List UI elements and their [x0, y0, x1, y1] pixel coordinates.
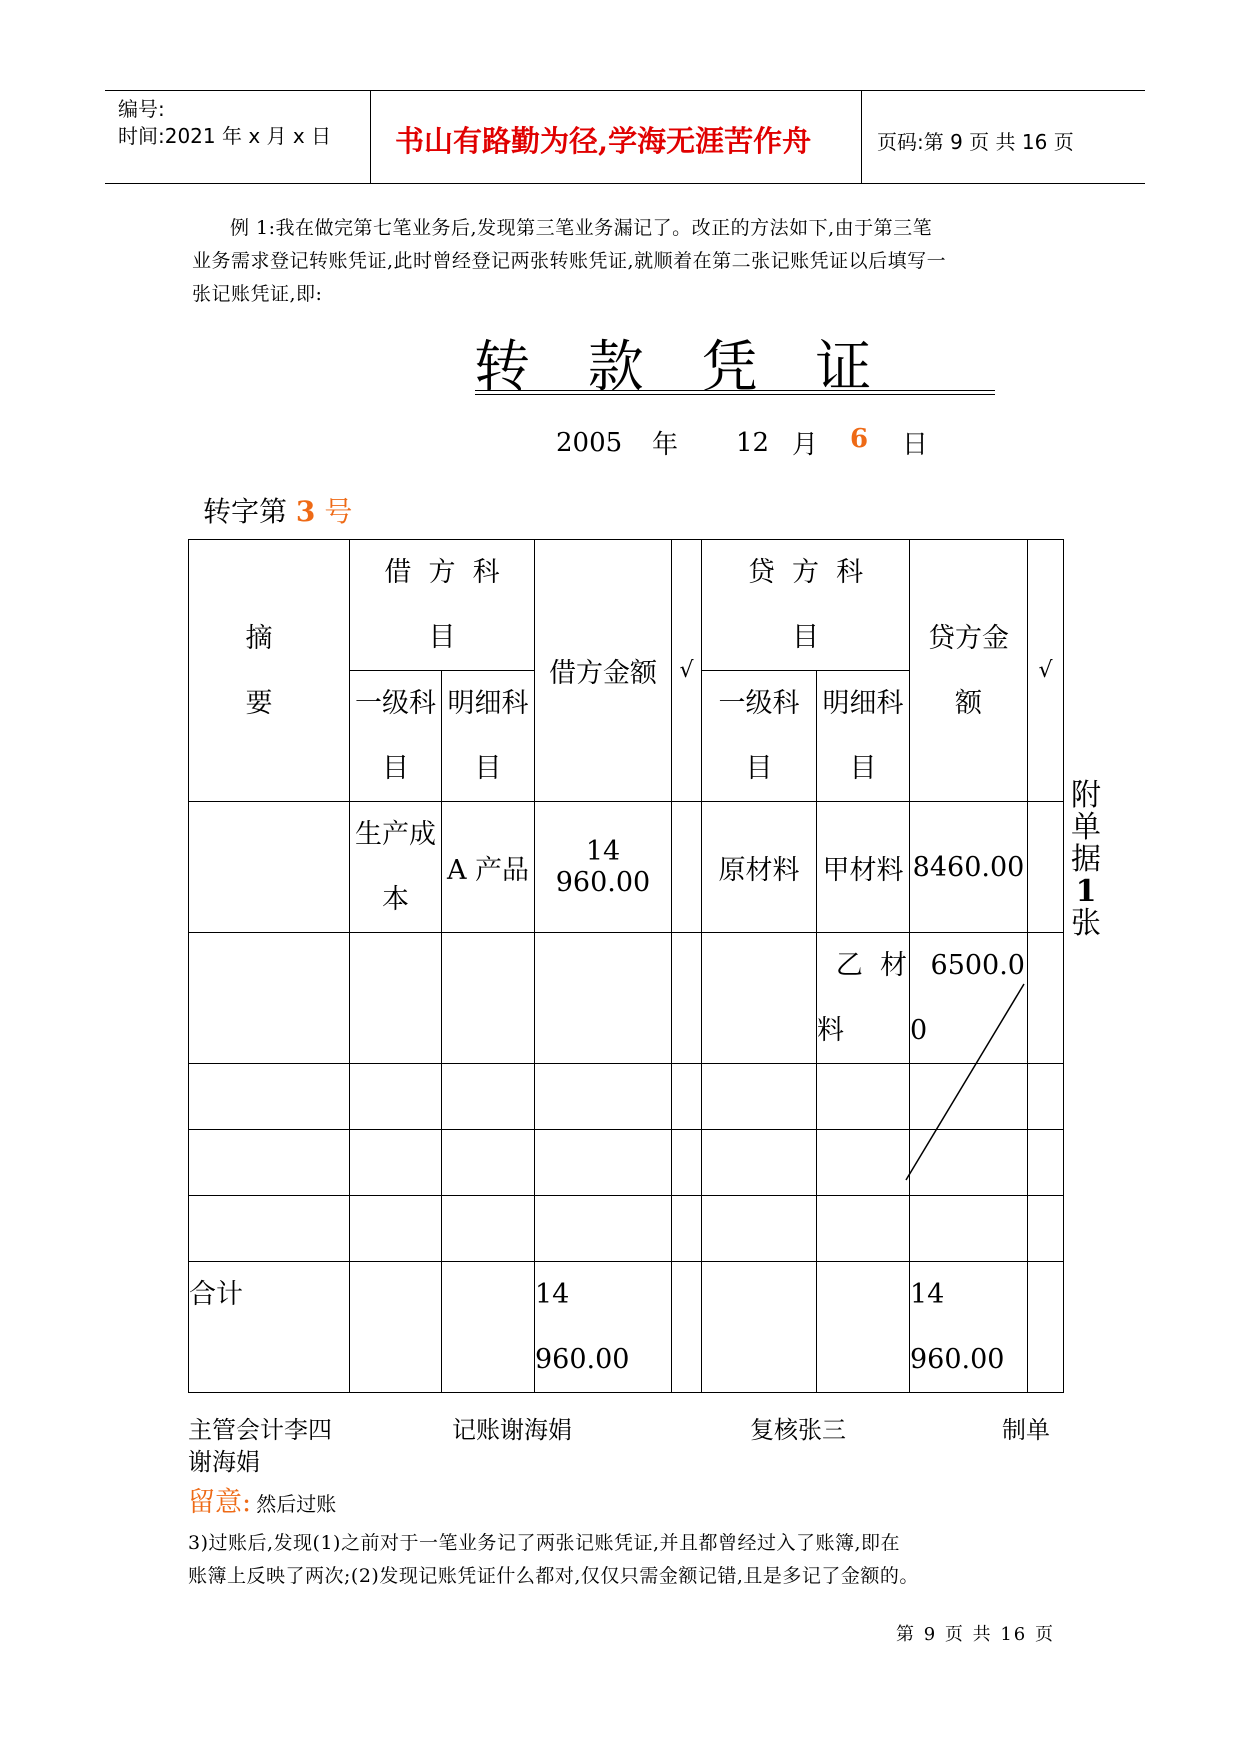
header-top-rule — [105, 90, 1145, 91]
header-divider-left — [370, 90, 371, 184]
section3-line-2: 账簿上反映了两次;(2)发现记账凭证什么都对,仅仅只需金额记错,且是多记了金额的。 — [188, 1565, 919, 1587]
total-debit-amount — [535, 1262, 672, 1393]
total-credit-amount — [910, 1262, 1028, 1393]
voucher-number — [203, 490, 352, 530]
cancel-diagonal-line — [900, 980, 1040, 1200]
row5-cell — [817, 1196, 910, 1262]
credit-detail-line2: 目 — [849, 753, 877, 784]
header-row-1 — [189, 540, 1064, 671]
voucher-title: 转 款 凭 证 — [474, 335, 892, 400]
attachment-char-2: 单 — [1071, 810, 1101, 845]
title-underline-2 — [475, 394, 995, 395]
row1-credit-check — [1028, 802, 1064, 933]
row5-cell — [189, 1196, 350, 1262]
attachment-char-1: 附 — [1071, 778, 1101, 813]
row4-cell — [350, 1130, 442, 1196]
row4-cell — [702, 1130, 817, 1196]
row3-cell — [189, 1064, 350, 1130]
header-motto: 书山有路勤为径,学海无涯苦作舟 — [395, 124, 812, 158]
row3-cell — [817, 1064, 910, 1130]
entry-row-5 — [189, 1196, 1064, 1262]
row3-cell — [442, 1064, 535, 1130]
voucher-table — [188, 539, 1064, 1393]
credit-amount-header-line2: 额 — [955, 687, 982, 719]
signature-bookkeeper: 记账谢海娟 — [452, 1416, 572, 1444]
row3-cell — [672, 1064, 702, 1130]
debit-level1-line1: 一级科 — [355, 688, 436, 719]
row1-credit-detail: 甲材料 — [817, 802, 910, 933]
row2-debit-level1 — [350, 933, 442, 1064]
date-day: 6 — [850, 424, 869, 454]
credit-subject-header — [702, 540, 910, 671]
row4-cell — [535, 1130, 672, 1196]
intro-line-3: 张记账凭证,即: — [192, 283, 323, 305]
row5-cell — [350, 1196, 442, 1262]
debit-subject-line2: 目 — [428, 622, 456, 653]
debit-subject-line1: 借 方 科 — [384, 557, 500, 588]
debit-subject-header — [350, 540, 535, 671]
signature-preparer-label: 制单 — [1002, 1416, 1050, 1444]
row2-debit-check — [672, 933, 702, 1064]
debit-check-header: √ — [672, 540, 702, 802]
row3-cell — [350, 1064, 442, 1130]
total-debit-amount-text: 14 960.00 — [535, 1279, 630, 1375]
summary-header-line1: 摘 — [245, 622, 273, 654]
credit-detail-header — [817, 671, 910, 802]
row5-cell — [1028, 1196, 1064, 1262]
debit-level1-line2: 目 — [382, 753, 409, 784]
row4-cell — [442, 1130, 535, 1196]
note-text: 然后过账 — [256, 1492, 337, 1516]
attachment-char-4: 1 — [1075, 874, 1097, 909]
row4-cell — [189, 1130, 350, 1196]
debit-detail-header — [442, 671, 535, 802]
row1-debit-amount: 14 960.00 — [535, 802, 672, 933]
row2-debit-amount — [535, 933, 672, 1064]
total-label — [189, 1262, 350, 1393]
debit-detail-line2: 目 — [474, 753, 502, 784]
total-credit-level1 — [702, 1262, 817, 1393]
signature-reviewer: 复核张三 — [750, 1416, 846, 1444]
total-debit-check — [672, 1262, 702, 1393]
row1-debit-check — [672, 802, 702, 933]
total-label-text: 合计 — [189, 1279, 243, 1310]
total-row — [189, 1262, 1064, 1393]
header-page-label: 页码:第 9 页 共 16 页 — [877, 130, 1074, 154]
signature-supervisor: 主管会计李四 — [188, 1416, 332, 1444]
attachment-char-3: 据 — [1071, 842, 1101, 877]
credit-subject-line2: 目 — [792, 622, 819, 653]
total-credit-amount-line1: 14 — [910, 1279, 945, 1310]
title-underline-1 — [475, 390, 995, 391]
row5-cell — [910, 1196, 1028, 1262]
signature-preparer-name: 谢海娟 — [188, 1448, 260, 1476]
voucher-number-prefix: 转字第 — [203, 495, 288, 528]
section3-paragraph — [188, 1527, 1068, 1593]
row1-debit-level1-line1: 生产成 — [355, 819, 436, 850]
header-divider-right — [861, 90, 862, 184]
note-title: 留意: — [188, 1487, 252, 1518]
doc-time-label: 时间:2021 年 x 月 x 日 — [118, 124, 332, 148]
row2-credit-amount-line2: 0 — [910, 1015, 928, 1046]
credit-amount-header — [910, 540, 1028, 802]
debit-detail-line1: 明细科 — [447, 688, 529, 719]
credit-detail-line1: 明细科 — [822, 688, 904, 719]
row5-cell — [442, 1196, 535, 1262]
entry-row-1 — [189, 802, 1064, 933]
doc-number-label: 编号: — [118, 97, 165, 121]
date-year: 2005 — [556, 428, 623, 458]
page-footer: 第 9 页 共 16 页 — [896, 1624, 1055, 1645]
row1-credit-amount: 8460.00 — [910, 802, 1028, 933]
debit-level1-header — [350, 671, 442, 802]
row1-summary — [189, 802, 350, 933]
note-line — [188, 1480, 336, 1519]
row3-cell — [702, 1064, 817, 1130]
intro-paragraph — [192, 212, 1072, 311]
row2-debit-detail — [442, 933, 535, 1064]
date-month-unit: 月 — [792, 430, 819, 460]
voucher-number-suffix: 号 — [324, 495, 353, 528]
summary-header-line2: 要 — [245, 687, 273, 719]
date-year-unit: 年 — [652, 430, 679, 460]
row2-credit-detail-line1: 乙 材 — [835, 950, 907, 981]
section3-line-1: 3)过账后,发现(1)之前对于一笔业务记了两张记账凭证,并且都曾经过入了账簿,即在 — [188, 1532, 901, 1554]
credit-level1-line1: 一级科 — [718, 688, 800, 719]
row2-credit-detail — [817, 933, 910, 1064]
total-debit-detail — [442, 1262, 535, 1393]
total-credit-amount-line2: 960.00 — [910, 1344, 1005, 1375]
row3-cell — [535, 1064, 672, 1130]
row2-credit-detail-line2: 料 — [817, 1015, 844, 1046]
credit-level1-header — [702, 671, 817, 802]
credit-level1-line2: 目 — [745, 753, 773, 784]
debit-amount-header: 借方金额 — [535, 540, 672, 802]
header-bottom-rule — [105, 183, 1145, 184]
total-credit-detail — [817, 1262, 910, 1393]
row4-cell — [672, 1130, 702, 1196]
intro-line-2: 业务需求登记转账凭证,此时曾经登记两张转账凭证,就顺着在第二张记账凭证以后填写一 — [192, 250, 947, 272]
summary-header — [189, 540, 350, 802]
attachment-note — [1068, 780, 1104, 940]
voucher-number-value: 3 — [295, 495, 316, 528]
row5-cell — [702, 1196, 817, 1262]
total-debit-level1 — [350, 1262, 442, 1393]
voucher-date — [556, 424, 956, 464]
row4-cell — [817, 1130, 910, 1196]
credit-check-header: √ — [1028, 540, 1064, 802]
row5-cell — [535, 1196, 672, 1262]
credit-amount-header-line1: 贷方金 — [928, 622, 1009, 654]
row1-debit-level1 — [350, 802, 442, 933]
row2-summary — [189, 933, 350, 1064]
row1-debit-detail: A 产品 — [442, 802, 535, 933]
row5-cell — [672, 1196, 702, 1262]
row1-debit-level1-line2: 本 — [382, 884, 409, 915]
row2-credit-amount-line1: 6500.0 — [930, 950, 1025, 981]
total-credit-check — [1028, 1262, 1064, 1393]
date-day-unit: 日 — [902, 430, 929, 460]
row1-credit-level1: 原材料 — [702, 802, 817, 933]
attachment-char-5: 张 — [1071, 906, 1101, 941]
row2-credit-level1 — [702, 933, 817, 1064]
date-month: 12 — [736, 428, 770, 458]
intro-line-1: 例 1:我在做完第七笔业务后,发现第三笔业务漏记了。改正的方法如下,由于第三笔 — [230, 217, 933, 239]
credit-subject-line1: 贷 方 科 — [747, 557, 864, 588]
